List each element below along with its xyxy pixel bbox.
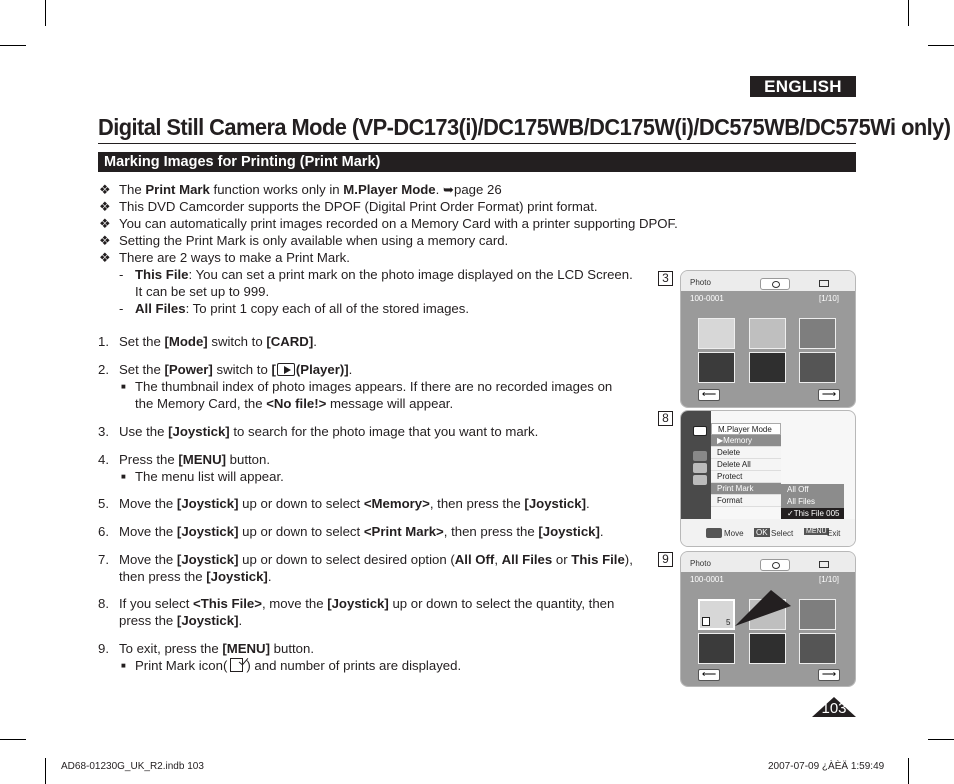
menu-key-icon: MENU: [806, 528, 827, 535]
crop-mark: [928, 45, 954, 46]
screen-step-number: 3: [658, 271, 673, 286]
step-number: 8.: [98, 596, 109, 611]
print-icon: [693, 463, 707, 473]
print-mark-submenu: [781, 484, 844, 520]
file-number: 100-0001: [690, 294, 724, 303]
footer-file-info: AD68-01230G_UK_R2.indb 103: [61, 761, 204, 772]
menu-item-delete[interactable]: Delete: [711, 447, 781, 459]
step-number: 1.: [98, 334, 109, 349]
thumbnail: [698, 352, 735, 383]
step-7: Move the [Joystick] up or down to select desired option (All Off, All Files or This File),: [119, 552, 633, 567]
option-all-files: All Files: To print 1 copy each of all of the stored images.: [135, 301, 470, 316]
joystick-move-icon: [706, 528, 722, 538]
section-title: Marking Images for Printing (Print Mark): [98, 152, 856, 172]
thumbnail-grid: [681, 572, 855, 666]
diamond-bullet-icon: ❖: [99, 199, 111, 214]
image-count: [1/10]: [819, 294, 840, 303]
option-this-file-limit: It can be set up to 999.: [135, 284, 270, 299]
submenu-all-files[interactable]: All Files: [781, 496, 844, 508]
step-2-note-cont: the Memory Card, the <No file!> message will appear.: [135, 396, 454, 411]
step-8-cont: press the [Joystick].: [119, 613, 243, 628]
step-8: If you select <This File>, move the [Joystick] up or down to select the quantity, then: [119, 596, 615, 611]
thumbnail: [799, 318, 836, 349]
step-4: Press the [MENU] button.: [119, 452, 270, 467]
footer-timestamp: 2007-07-09 ¿ÀÈÄ 1:59:49: [768, 761, 885, 772]
thumbnail: [799, 599, 836, 630]
page-title: Digital Still Camera Mode (VP-DC173(i)/DC175WB/DC175W(i)/DC575WB/DC575Wi only): [98, 114, 951, 140]
diamond-bullet-icon: ❖: [99, 233, 111, 248]
thumbnail-grid: [681, 291, 855, 387]
crop-mark: [0, 45, 26, 46]
left-arrow-icon: ⟵: [698, 389, 720, 401]
square-bullet-icon: ■: [121, 661, 126, 670]
folder-tab-icon: [809, 278, 839, 290]
file-number: 100-0001: [690, 575, 724, 584]
footer-select-label: Select: [771, 529, 794, 538]
diamond-bullet-icon: ❖: [99, 182, 111, 197]
dash-marker: -: [119, 301, 124, 316]
image-count: [1/10]: [819, 575, 840, 584]
bullet-memory-card-only: Setting the Print Mark is only available when using a memory card.: [119, 233, 509, 248]
submenu-all-off[interactable]: All Off: [781, 484, 844, 496]
crop-mark: [928, 739, 954, 740]
page-number: 103: [812, 697, 856, 717]
step-7-cont: then press the [Joystick].: [119, 569, 272, 584]
step-2-note: The thumbnail index of photo images appears. If there are no recorded images on: [135, 379, 613, 394]
right-arrow-icon: ⟶: [818, 669, 840, 681]
menu-item-delete-all[interactable]: Delete All: [711, 459, 781, 471]
language-badge: ENGLISH: [750, 76, 856, 97]
menu-item-memory[interactable]: ▶Memory: [711, 435, 781, 447]
menu-header: M.Player Mode: [711, 423, 781, 435]
step-number: 5.: [98, 496, 109, 511]
step-9-note: Print Mark icon( ) and number of prints are displayed.: [135, 658, 462, 673]
step-2: Set the [Power] switch to [ (Player)].: [119, 362, 353, 377]
thumbnail: [799, 352, 836, 383]
thumbnail: [749, 633, 786, 664]
crop-mark: [45, 0, 46, 26]
square-bullet-icon: ■: [121, 472, 126, 481]
bullet-print-mark-mode: The Print Mark function works only in M.Player Mode. ➥page 26: [119, 182, 502, 197]
submenu-this-file[interactable]: ✓This File 005: [781, 508, 844, 520]
thumbnail-selected: [698, 599, 735, 630]
bullet-dpof-support: This DVD Camcorder supports the DPOF (Digital Print Order Format) print format.: [119, 199, 598, 214]
step-number: 9.: [98, 641, 109, 656]
print-mark-icon: [230, 658, 243, 672]
thumbnail: [749, 318, 786, 349]
screen-mode-label: Photo: [690, 278, 711, 287]
settings-gear-icon: [693, 475, 707, 485]
step-3: Use the [Joystick] to search for the photo image that you want to mark.: [119, 424, 539, 439]
thumbnail: [749, 352, 786, 383]
screen-step-number: 9: [658, 552, 673, 567]
bullet-auto-print: You can automatically print images recorded on a Memory Card with a printer supporting DPOF.: [119, 216, 678, 231]
player-mode-icon: [693, 426, 707, 436]
step-4-note: The menu list will appear.: [135, 469, 284, 484]
lcd-screen-menu: [680, 410, 856, 547]
play-icon: [277, 363, 295, 376]
print-count: 5: [726, 618, 731, 627]
thumbnail: [698, 633, 735, 664]
screen-footer: [681, 666, 855, 686]
bullet-two-ways: There are 2 ways to make a Print Mark.: [119, 250, 350, 265]
menu-footer: [681, 519, 855, 547]
menu-item-print-mark[interactable]: Print Mark: [711, 483, 781, 495]
lcd-screen-thumbnail-index: [680, 270, 856, 408]
step-number: 6.: [98, 524, 109, 539]
right-arrow-icon: ⟶: [818, 389, 840, 401]
screen-mode-label: Photo: [690, 559, 711, 568]
screen-footer: [681, 387, 855, 407]
dash-marker: -: [119, 267, 124, 282]
footer-move-label: Move: [724, 529, 744, 538]
crop-mark: [908, 758, 909, 784]
step-6: Move the [Joystick] up or down to select <Print Mark>, then press the [Joystick].: [119, 524, 604, 539]
title-divider: [98, 143, 856, 144]
thumbnail: [799, 633, 836, 664]
step-number: 2.: [98, 362, 109, 377]
camera-tab-icon: [760, 278, 790, 290]
camera-tab-icon: [760, 559, 790, 571]
crop-mark: [908, 0, 909, 26]
diamond-bullet-icon: ❖: [99, 216, 111, 231]
thumbnail: [698, 318, 735, 349]
step-number: 4.: [98, 452, 109, 467]
footer-exit-label: Exit: [827, 529, 841, 538]
folder-tab-icon: [809, 559, 839, 571]
step-number: 3.: [98, 424, 109, 439]
lcd-screen-print-mark-result: [680, 551, 856, 687]
callout-pointer-icon: [733, 588, 793, 628]
step-number: 7.: [98, 552, 109, 567]
diamond-bullet-icon: ❖: [99, 250, 111, 265]
screen-step-number: 8: [658, 411, 673, 426]
card-icon: [693, 451, 707, 461]
print-mark-icon: [702, 617, 710, 626]
crop-mark: [45, 758, 46, 784]
option-this-file: This File: You can set a print mark on the photo image displayed on the LCD Screen.: [135, 267, 633, 282]
step-5: Move the [Joystick] up or down to select <Memory>, then press the [Joystick].: [119, 496, 590, 511]
step-1: Set the [Mode] switch to [CARD].: [119, 334, 317, 349]
menu-list: [711, 423, 781, 507]
crop-mark: [0, 739, 26, 740]
square-bullet-icon: ■: [121, 382, 126, 391]
step-9: To exit, press the [MENU] button.: [119, 641, 314, 656]
menu-item-format[interactable]: Format: [711, 495, 781, 507]
menu-item-protect[interactable]: Protect: [711, 471, 781, 483]
left-arrow-icon: ⟵: [698, 669, 720, 681]
ok-key-icon: OK: [756, 528, 768, 537]
